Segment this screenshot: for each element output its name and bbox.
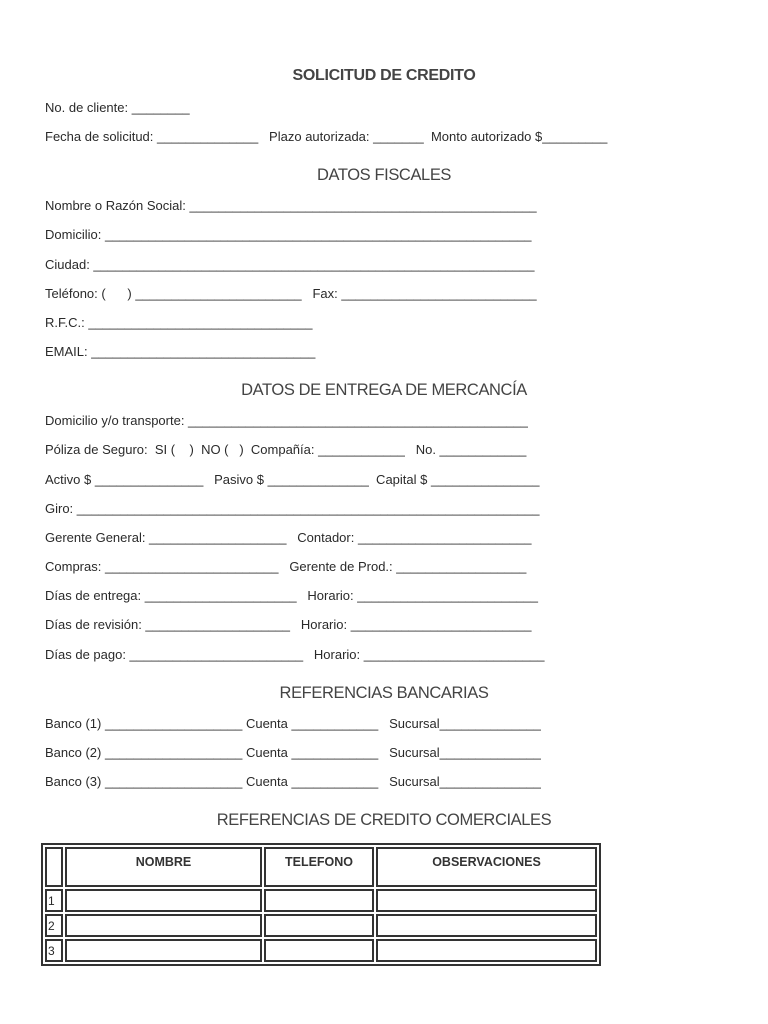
table-header-phone: TELEFONO — [264, 847, 374, 887]
review-days-line: Días de revisión: ____________________ Horario: _________________________ — [45, 617, 532, 632]
city-line: Ciudad: _____________________________________________________________ — [45, 257, 535, 272]
table-row — [45, 939, 597, 962]
name-cell[interactable] — [65, 939, 262, 962]
phone-cell[interactable] — [264, 939, 374, 962]
section-heading-banking: REFERENCIAS BANCARIAS — [279, 684, 489, 702]
name-cell[interactable] — [65, 914, 262, 937]
observations-cell[interactable] — [376, 939, 597, 962]
observations-cell[interactable] — [376, 914, 597, 937]
section-heading-commercial: REFERENCIAS DE CREDITO COMERCIALES — [216, 811, 552, 829]
section-heading-fiscal: DATOS FISCALES — [316, 166, 452, 184]
commercial-references-table — [41, 843, 601, 966]
payment-days-line: Días de pago: ________________________ Horario: _________________________ — [45, 647, 545, 662]
bank-reference-line-2: Banco (2) ___________________ Cuenta ____________ Sucursal______________ — [45, 745, 541, 760]
bank-reference-line-3: Banco (3) ___________________ Cuenta ____________ Sucursal______________ — [45, 774, 541, 789]
purchasing-line: Compras: ________________________ Gerente de Prod.: __________________ — [45, 559, 527, 574]
business-name-line: Nombre o Razón Social: ________________________________________________ — [45, 198, 537, 213]
page-title: SOLICITUD DE CREDITO — [292, 67, 476, 84]
table-row — [45, 889, 597, 912]
phone-fax-line: Teléfono: ( ) _______________________ Fax: ___________________________ — [45, 286, 537, 301]
insurance-line: Póliza de Seguro: SI ( ) NO ( ) Compañía: ____________ No. ____________ — [45, 442, 527, 457]
table-row — [45, 914, 597, 937]
table-header-number — [45, 847, 63, 887]
section-heading-delivery: DATOS DE ENTREGA DE MERCANCÍA — [241, 381, 527, 399]
manager-accountant-line: Gerente General: ___________________ Contador: ________________________ — [45, 530, 532, 545]
row-number: 1 — [45, 889, 63, 912]
phone-cell[interactable] — [264, 914, 374, 937]
row-number: 2 — [45, 914, 63, 937]
business-type-line: Giro: ________________________________________________________________ — [45, 501, 540, 516]
table-header-observations: OBSERVACIONES — [376, 847, 597, 887]
assets-line: Activo $ _______________ Pasivo $ ______________ Capital $ _______________ — [45, 472, 540, 487]
observations-cell[interactable] — [376, 889, 597, 912]
name-cell[interactable] — [65, 889, 262, 912]
client-number-line: No. de cliente: ________ — [45, 100, 190, 115]
delivery-address-line: Domicilio y/o transporte: _______________________________________________ — [45, 413, 528, 428]
phone-cell[interactable] — [264, 889, 374, 912]
address-line: Domicilio: ___________________________________________________________ — [45, 227, 532, 242]
table-header-name: NOMBRE — [65, 847, 262, 887]
email-line: EMAIL: _______________________________ — [45, 344, 316, 359]
delivery-days-line: Días de entrega: _____________________ Horario: _________________________ — [45, 588, 538, 603]
table-header-row — [45, 847, 597, 887]
request-date-line: Fecha de solicitud: ______________ Plazo autorizada: _______ Monto autorizado $_________ — [45, 129, 608, 144]
bank-reference-line-1: Banco (1) ___________________ Cuenta ____________ Sucursal______________ — [45, 716, 541, 731]
row-number: 3 — [45, 939, 63, 962]
rfc-line: R.F.C.: _______________________________ — [45, 315, 313, 330]
